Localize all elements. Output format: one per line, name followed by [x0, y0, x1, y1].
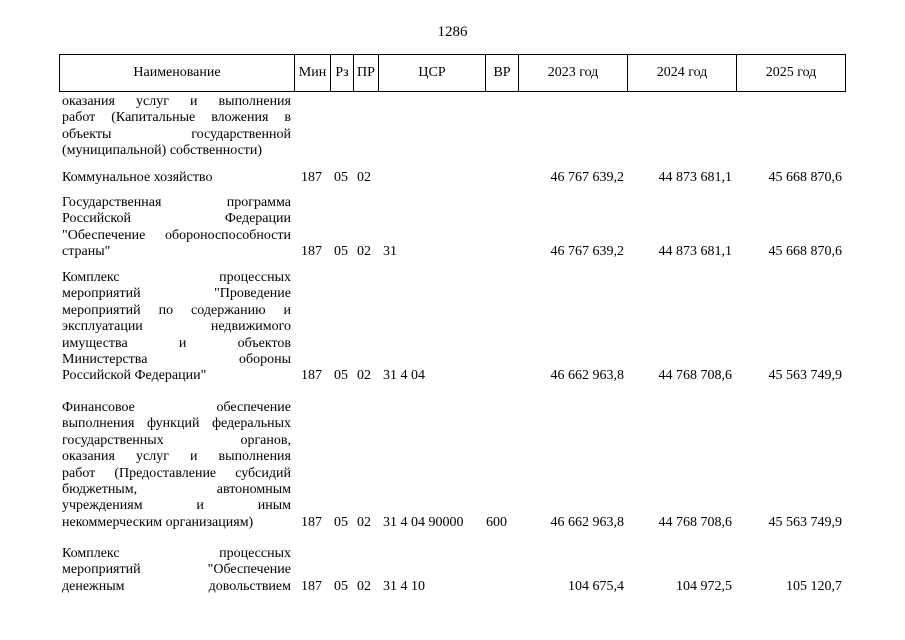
cell-rz: 05 [334, 170, 348, 185]
cell-2025: 45 563 749,9 [768, 515, 842, 530]
name-line: "Обеспечение обороноспособности [62, 227, 291, 243]
cell-pr: 02 [357, 244, 371, 259]
cell-csr: 31 [383, 244, 397, 259]
cell-min: 187 [301, 579, 322, 594]
name-line: Финансовое обеспечение [62, 400, 291, 415]
cell-rz: 05 [334, 515, 348, 530]
cell-2023: 46 662 963,8 [550, 368, 624, 383]
cell-2024: 44 873 681,1 [658, 170, 732, 185]
cell-2023: 46 767 639,2 [550, 170, 624, 185]
row-name [62, 195, 291, 261]
name-line: эксплуатации недвижимого [62, 319, 291, 335]
name-line: мероприятий по содержанию и [62, 302, 291, 318]
name-line: страны" [62, 244, 111, 260]
name-line: учреждениям и иным [62, 498, 291, 514]
name-line: работ (Капитальные вложения в [62, 110, 291, 126]
name-line: работ (Предоставление субсидий [62, 465, 291, 481]
header-pr: ПР [354, 55, 379, 92]
name-line: Российской Федерации" [62, 368, 207, 384]
cell-2025: 45 668 870,6 [768, 244, 842, 259]
row-name [62, 400, 291, 531]
cell-2024: 44 873 681,1 [658, 244, 732, 259]
name-line: оказания услуг и выполнения [62, 449, 291, 465]
name-line: Коммунальное хозяйство [62, 170, 213, 185]
cell-2024: 44 768 708,6 [658, 368, 732, 383]
page-number: 1286 [437, 24, 468, 40]
cell-csr: 31 4 04 90000 [383, 515, 464, 530]
name-line: некоммерческим организациям) [62, 514, 254, 530]
cell-2023: 46 767 639,2 [550, 244, 624, 259]
name-line: Государственная программа [62, 195, 291, 210]
cell-2023: 104 675,4 [568, 579, 624, 594]
cell-rz: 05 [334, 368, 348, 383]
name-line: мероприятий "Проведение [62, 286, 291, 302]
cell-min: 187 [301, 368, 322, 383]
header-min: Мин [295, 55, 331, 92]
name-line: государственных органов, [62, 432, 291, 448]
name-line: денежным довольствием [62, 578, 291, 594]
name-line: Российской Федерации [62, 211, 291, 227]
cell-vr: 600 [486, 515, 507, 530]
row-name [62, 170, 291, 186]
header-vr: ВР [486, 55, 519, 92]
name-line: имущества и объектов [62, 335, 291, 351]
row-name [62, 270, 291, 385]
name-line: объекты государственной [62, 126, 291, 142]
header-2023: 2023 год [519, 55, 628, 92]
header-2024: 2024 год [628, 55, 737, 92]
name-line: мероприятий "Обеспечение [62, 562, 291, 578]
cell-pr: 02 [357, 170, 371, 185]
name-line: выполнения функций федеральных [62, 416, 291, 432]
header-csr: ЦСР [379, 55, 486, 92]
cell-2023: 46 662 963,8 [550, 515, 624, 530]
cell-2024: 104 972,5 [676, 579, 732, 594]
cell-csr: 31 4 04 [383, 368, 425, 383]
cell-2025: 105 120,7 [786, 579, 842, 594]
row-name [62, 94, 291, 160]
cell-min: 187 [301, 244, 322, 259]
header-name: Наименование [60, 55, 295, 92]
cell-min: 187 [301, 515, 322, 530]
name-line: (муниципальной) собственности) [62, 143, 263, 159]
header-rz: Рз [331, 55, 354, 92]
cell-pr: 02 [357, 515, 371, 530]
name-line: бюджетным, автономным [62, 482, 291, 498]
cell-rz: 05 [334, 579, 348, 594]
row-name [62, 546, 291, 595]
cell-csr: 31 4 10 [383, 579, 425, 594]
cell-pr: 02 [357, 368, 371, 383]
cell-min: 187 [301, 170, 322, 185]
cell-pr: 02 [357, 579, 371, 594]
cell-2025: 45 563 749,9 [768, 368, 842, 383]
header-2025: 2025 год [737, 55, 846, 92]
name-line: Комплекс процессных [62, 546, 291, 561]
name-line: Министерства обороны [62, 352, 291, 368]
name-line: Комплекс процессных [62, 270, 291, 285]
cell-rz: 05 [334, 244, 348, 259]
cell-2025: 45 668 870,6 [768, 170, 842, 185]
cell-2024: 44 768 708,6 [658, 515, 732, 530]
name-line: оказания услуг и выполнения [62, 94, 291, 109]
